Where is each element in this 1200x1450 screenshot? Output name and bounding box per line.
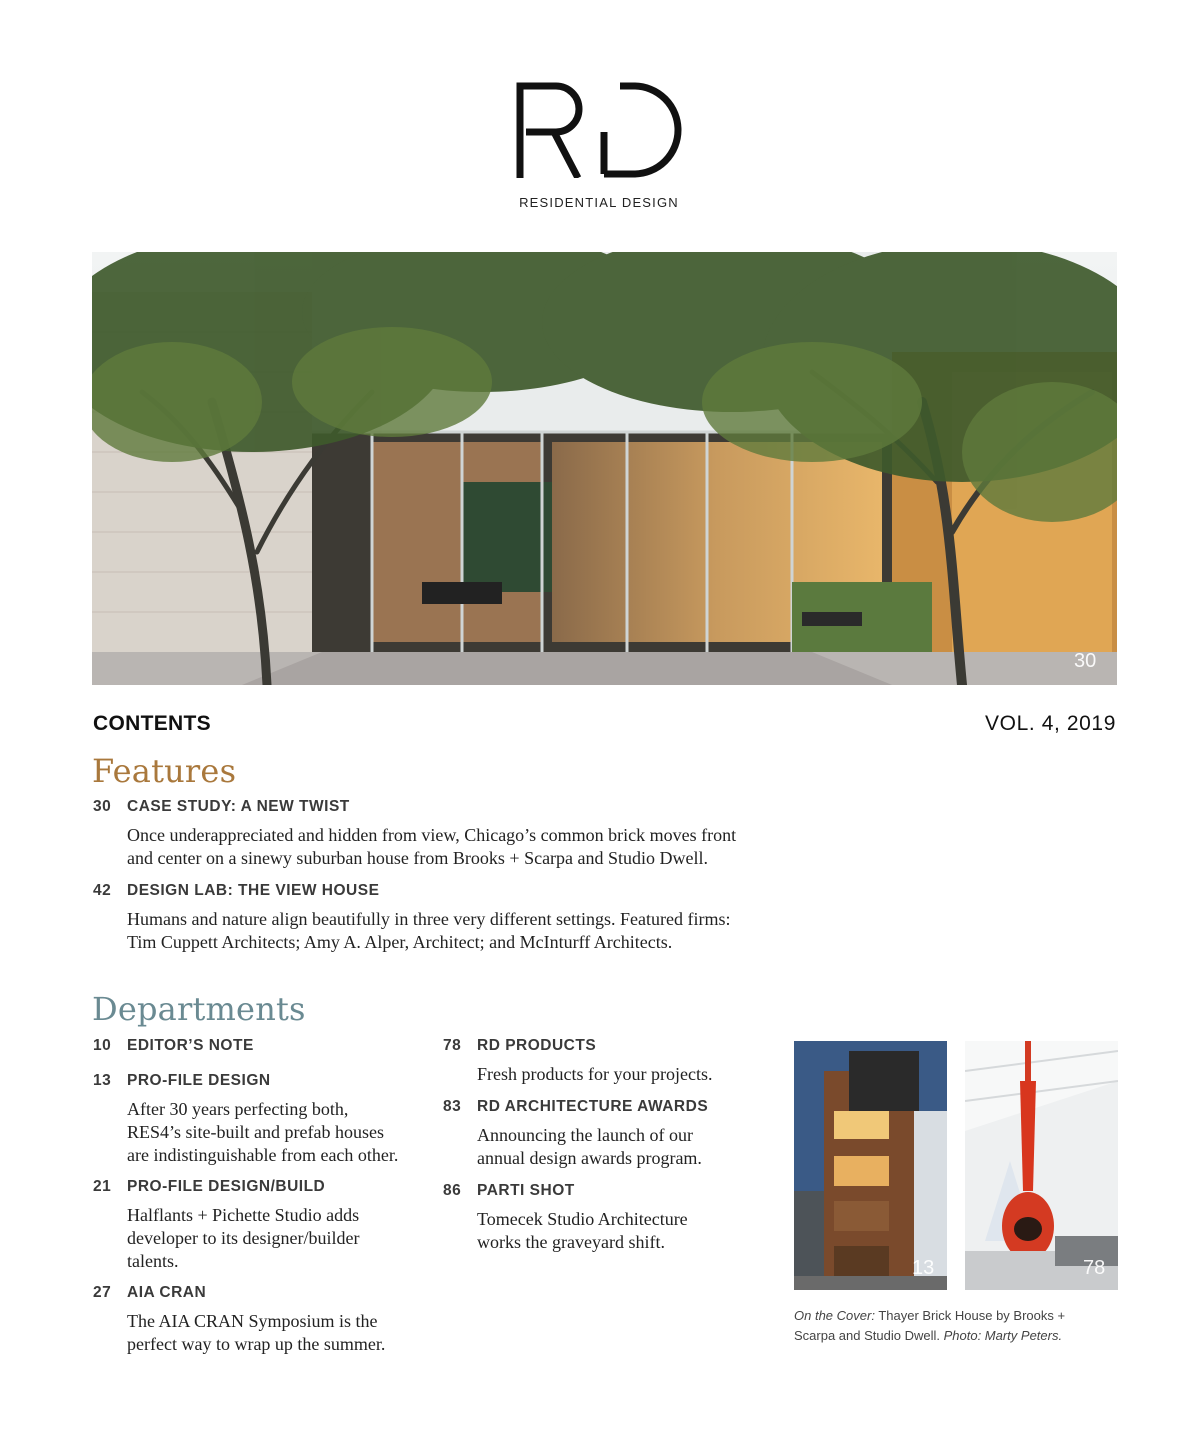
departments-heading: Departments — [92, 990, 306, 1028]
thumbnail-page-13[interactable] — [794, 1041, 947, 1290]
entry-title: PARTI SHOT — [477, 1182, 575, 1199]
desc-line: Humans and nature align beautifully in three very different settings. Featured firms: — [127, 909, 731, 929]
desc-line: Announcing the launch of our — [477, 1125, 693, 1145]
department-entry[interactable] — [93, 1037, 254, 1059]
department-entry[interactable] — [443, 1098, 708, 1170]
entry-description — [127, 908, 731, 954]
entry-title: RD PRODUCTS — [477, 1037, 597, 1054]
department-entry[interactable] — [93, 1284, 385, 1356]
features-heading: Features — [92, 752, 237, 790]
hero-photo — [92, 252, 1117, 685]
volume-label: VOL. 4, 2019 — [985, 712, 1116, 735]
entry-title: RD ARCHITECTURE AWARDS — [477, 1098, 709, 1115]
masthead-subtitle: RESIDENTIAL DESIGN — [519, 195, 679, 210]
entry-page-number: 83 — [443, 1098, 462, 1115]
entry-title: EDITOR’S NOTE — [127, 1037, 254, 1054]
entry-description — [127, 1310, 385, 1356]
thumbnail-page-number: 78 — [1083, 1257, 1106, 1279]
hero-page-number: 30 — [1074, 650, 1097, 672]
department-entry[interactable] — [443, 1037, 712, 1086]
entry-page-number: 42 — [93, 882, 112, 899]
contents-heading: CONTENTS — [93, 712, 211, 735]
entry-title: PRO-FILE DESIGN — [127, 1072, 271, 1089]
entry-title: AIA CRAN — [127, 1284, 207, 1301]
fireplace-photo — [965, 1041, 1118, 1290]
desc-line: Tomecek Studio Architecture — [477, 1209, 688, 1229]
entry-page-number: 10 — [93, 1037, 112, 1054]
feature-entry[interactable] — [93, 798, 736, 870]
entry-page-number: 86 — [443, 1182, 462, 1199]
desc-line: works the graveyard shift. — [477, 1232, 665, 1252]
entry-page-number: 21 — [93, 1178, 112, 1195]
desc-line: developer to its designer/builder — [127, 1228, 360, 1248]
entry-description — [477, 1208, 688, 1254]
cover-caption-label: On the Cover: — [794, 1308, 875, 1323]
entry-page-number: 78 — [443, 1037, 462, 1054]
entry-page-number: 13 — [93, 1072, 112, 1089]
desc-line: and center on a sinewy suburban house from Brooks + Scarpa and Studio Dwell. — [127, 848, 709, 868]
entry-description — [127, 1098, 398, 1167]
entry-page-number: 27 — [93, 1284, 112, 1301]
department-entry[interactable] — [93, 1072, 398, 1167]
entry-description — [127, 824, 736, 870]
desc-line: Fresh products for your projects. — [477, 1064, 713, 1084]
cover-caption — [794, 1306, 1104, 1346]
townhouse-photo — [794, 1041, 947, 1290]
desc-line: The AIA CRAN Symposium is the — [127, 1311, 378, 1331]
desc-line: RES4’s site-built and prefab houses — [127, 1122, 384, 1142]
entry-title: CASE STUDY: A NEW TWIST — [127, 798, 350, 815]
entry-description — [477, 1124, 708, 1170]
desc-line: Tim Cuppett Architects; Amy A. Alper, Architect; and McInturff Architects. — [127, 932, 673, 952]
department-entry[interactable] — [443, 1182, 688, 1254]
department-entry[interactable] — [93, 1178, 359, 1273]
entry-title: PRO-FILE DESIGN/BUILD — [127, 1178, 326, 1195]
entry-title: DESIGN LAB: THE VIEW HOUSE — [127, 882, 380, 899]
desc-line: perfect way to wrap up the summer. — [127, 1334, 386, 1354]
photo-credit: Photo: Marty Peters. — [943, 1328, 1063, 1343]
desc-line: Halflants + Pichette Studio adds — [127, 1205, 360, 1225]
entry-description — [477, 1063, 712, 1086]
desc-line: talents. — [127, 1251, 179, 1271]
desc-line: After 30 years perfecting both, — [127, 1099, 349, 1119]
cover-caption-text: Thayer Brick House by Brooks + Scarpa and Studio Dwell. — [794, 1308, 1066, 1343]
desc-line: Once underappreciated and hidden from view, Chicago’s common brick moves front — [127, 825, 737, 845]
desc-line: annual design awards program. — [477, 1148, 702, 1168]
desc-line: are indistinguishable from each other. — [127, 1145, 399, 1165]
feature-entry[interactable] — [93, 882, 731, 954]
entry-page-number: 30 — [93, 798, 112, 815]
thumbnail-page-number: 13 — [912, 1257, 935, 1279]
courtyard-house-image — [92, 252, 1117, 685]
entry-description — [127, 1204, 359, 1273]
rd-logo — [516, 82, 682, 178]
thumbnail-page-78[interactable] — [965, 1041, 1118, 1290]
